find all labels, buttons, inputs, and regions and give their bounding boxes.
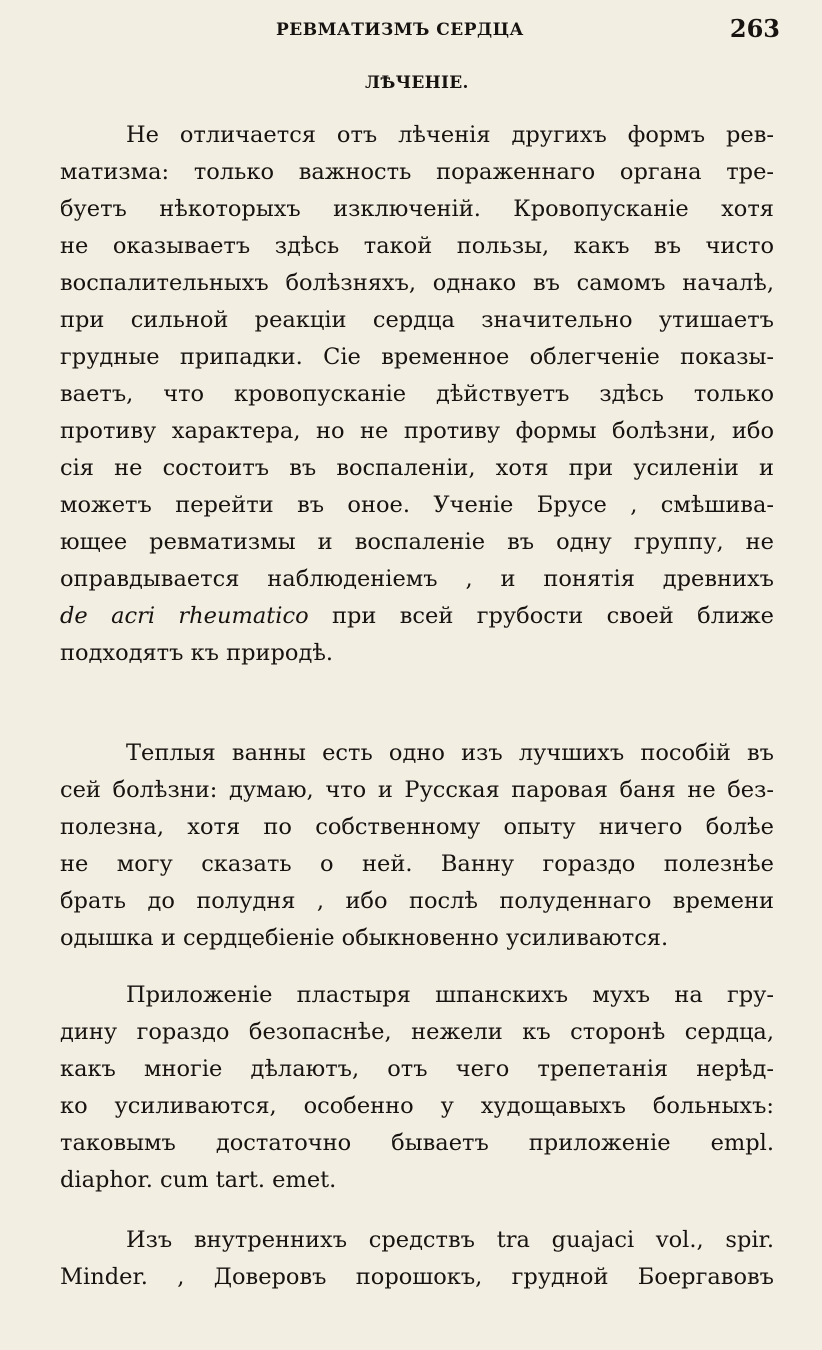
section-heading: ЛѢЧЕНІЕ. — [365, 73, 469, 93]
text-line: грудные припадки. Сіе временное облегченіе показы- — [60, 344, 774, 370]
text-line: полезна, хотя по собственному опыту ничего болѣе — [60, 814, 774, 840]
text-line: Не отличается отъ лѣченія другихъ формъ рев- — [126, 122, 774, 148]
text-line: таковымъ достаточно бываетъ приложеніе empl. — [60, 1130, 774, 1156]
text-line: матизма: только важность пораженнаго органа тре- — [60, 159, 774, 185]
text-line: Приложеніе пластыря шпанскихъ мухъ на гру- — [126, 982, 774, 1008]
text-line: не оказываетъ здѣсь такой пользы, какъ въ чисто — [60, 233, 774, 259]
latin-phrase: de acri rheumatico — [60, 603, 309, 629]
text-line: ваетъ, что кровопусканіе дѣйствуетъ здѣсь только — [60, 381, 774, 407]
text-line-rest: при всей грубости своей ближе — [308, 603, 774, 629]
text-line: сія не состоитъ въ воспаленіи, хотя при усиленіи и — [60, 455, 774, 481]
text-line: Изъ внутреннихъ средствъ tra guajaci vol., spir. — [126, 1227, 774, 1253]
text-line: подходятъ къ природѣ. — [60, 640, 334, 666]
paragraph-treatment-general — [60, 117, 774, 672]
text-line: ко усиливаются, особенно у худощавыхъ больныхъ: — [60, 1093, 774, 1119]
running-title: РЕВМАТИЗМЪ СЕРДЦА — [276, 20, 524, 40]
text-line: diaphor. cum tart. emet. — [60, 1167, 337, 1193]
text-line: Теплыя ванны есть одно изъ лучшихъ пособій въ — [126, 740, 774, 766]
paragraph-warm-baths — [60, 735, 774, 957]
text-line: брать до полудня , ибо послѣ полуденнаго времени — [60, 888, 774, 914]
text-line: Minder. , Доверовъ порошокъ, грудной Боергавовъ — [60, 1264, 774, 1290]
text-line: воспалительныхъ болѣзняхъ, однако въ самомъ началѣ, — [60, 270, 774, 296]
page-number: 263 — [729, 14, 780, 43]
text-line: при сильной реакціи сердца значительно утишаетъ — [60, 307, 774, 333]
text-line: ющее ревматизмы и воспаленіе въ одну группу, не — [60, 529, 774, 555]
text-line: какъ многіе дѣлаютъ, отъ чего трепетанія нерѣд- — [60, 1056, 774, 1082]
text-line: одышка и сердцебіеніе обыкновенно усиливаются. — [60, 925, 669, 951]
paragraph-internal-remedies — [60, 1222, 774, 1296]
text-line: буетъ нѣкоторыхъ изключеній. Кровопусканіе хотя — [60, 196, 774, 222]
text-line: противу характера, но не противу формы болѣзни, ибо — [60, 418, 774, 444]
text-line: не могу сказать о ней. Ванну гораздо полезнѣе — [60, 851, 774, 877]
text-line: оправдывается наблюденіемъ , и понятія древнихъ — [60, 566, 774, 592]
text-line-latin-phrase — [60, 598, 774, 635]
text-line: дину гораздо безопаснѣе, нежели къ сторонѣ сердца, — [60, 1019, 774, 1045]
paragraph-blister-plaster — [60, 977, 774, 1199]
text-line: можетъ перейти въ оное. Ученіе Брусе , смѣшива- — [60, 492, 774, 518]
text-line: сей болѣзни: думаю, что и Русская паровая баня не без- — [60, 777, 774, 803]
